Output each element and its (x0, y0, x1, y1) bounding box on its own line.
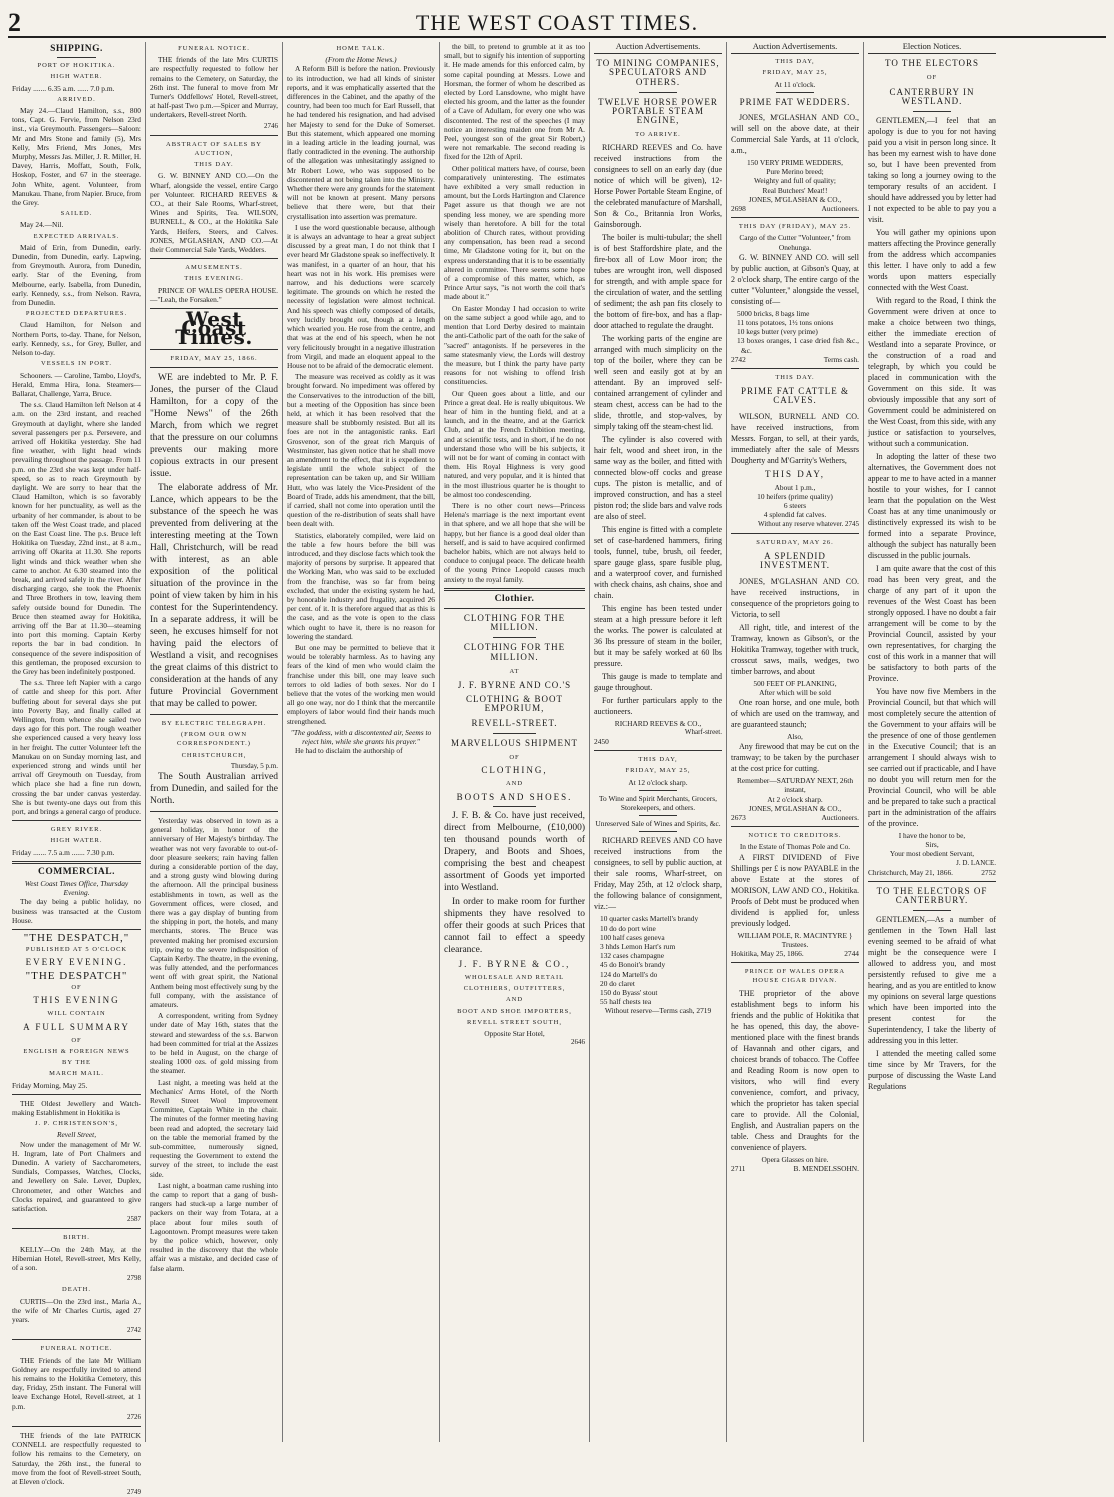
date-line: Friday Morning, May 25. (12, 1080, 88, 1090)
commercial-text: The day being a public holiday, no business was transacted at the Custom House. (12, 897, 141, 925)
funeral-heading: FUNERAL NOTICE. (178, 45, 250, 52)
saturday-date: SATURDAY, MAY 26. (756, 538, 834, 546)
cargo-label: Cargo of the Cutter "Volunteer," from Onehunga. (739, 233, 851, 252)
terms-line (731, 355, 859, 364)
at-label: AT (509, 667, 520, 675)
ad-number: 2450 (594, 737, 609, 747)
remember-label: Remember—SATURDAY NEXT, 26th instant, (736, 776, 854, 795)
every-evening: EVERY EVENING. (25, 957, 128, 968)
tested-text: This engine has been tested under steam at a high pressure before it left the works. The power is calculated at 36 lbs pressure of steam in the boiler, but it may be safely worked at 60 lbs pressure. (594, 603, 722, 668)
ad-number: 2587 (127, 1215, 141, 1224)
telegraph-text: The South Australian arrived from Dunedin, and sailed for the North. (150, 771, 278, 806)
this-day-2: THIS DAY, (764, 468, 825, 479)
particulars-text: For further particulars apply to the auctioneers. (594, 695, 722, 716)
lance-date: Christchurch, May 21, 1866. (868, 867, 953, 877)
importers-label: BOOT AND SHOE IMPORTERS, (457, 1007, 572, 1015)
editorial-title: West Coast Times. (175, 307, 253, 350)
trustees-label: WILLIAM POLE, R. MACINTYRE } Trustees. (737, 930, 853, 949)
grey-high-water: HIGH WATER. (50, 837, 103, 845)
arrived-text: May 24.—Claud Hamilton, s.s., 800 tons, Capt. G. Fervie, from Nelson 23rd inst., via Greymouth. Passengers—Saloon: Mr and Mrs Stone and family (5), Mrs Kelly, Mrs Friend, Mrs Jones, Mrs Murphy, Messrs Jas. Miller, J. R. Miller, H. Davey, Harris, Moffatt, South, Folk, Hoskop, Foster, and 67 in the steerage. John White, agent. Volunteer, from Manukau. Thane, from Napier. Bruce, from the Grey. (12, 106, 141, 208)
terms-text: Without reserve—Terms cash, (604, 1006, 695, 1016)
boiler-text: The boiler is multi-tubular; the shell is of best Staffordshire plate, and the fire-box all of Low Moor iron; the tubes are wrought iron, well disposed for strength, and with ample space for the circulation of water, and the settling of sediment; the ash pan fits closely to the bottom of fire-box, and has a flap-door attached to regulate the draught. (594, 232, 722, 330)
and-label: AND (505, 780, 524, 788)
fitted-text: This engine is fitted with a complete set of case-hardened hammers, firing tools, funnel, tube, brush, oil feeder, spare gauge glass, spare fusible plug, and a waterproof cover, and furnished with check chains, ash chains, shoe and chain. (594, 524, 722, 600)
reeves-text: RICHARD REEVES and Co. have received instructions from the consignees to sell on an early day (due notice of which will be given), 12-Horse Power Portable Steam Engine, of the celebrated manufacture of Marshall, Son & Co., Britannia Iron Works, Gainsborough. (594, 142, 722, 229)
of-label: OF (71, 983, 82, 991)
home-talk-text-4: Statistics, elaborately compiled, were laid on the table a few hours before the bill was introduced, and they disclose facts which took the majority of persons by surprise. It appeared that the Working Man, who was said to be excluded from the franchise, was so far from being excluded, that under the existing system he had, by honorable industry and frugality, acquired 26 per cent. of it. It is therefore argued that as this is the case, and as the vote is open to the class which ought to have it, there is no reason for lowering the standard. (287, 530, 435, 641)
shipping-heading: SHIPPING. (50, 44, 103, 54)
jones-text: JONES, M'GLASHAN AND CO., will sell on the above date, at their Commercial Sale Yards, at 11 o'clock, a.m., (731, 113, 859, 156)
wine-list (594, 914, 722, 1006)
steers-label: 6 steers (783, 501, 807, 511)
canterbury-label: CANTERBURY IN WESTLAND. (889, 86, 975, 106)
calves-label: 4 splendid fat calves. (763, 510, 827, 520)
this-day-friday: THIS DAY (FRIDAY), MAY 25. (738, 223, 852, 231)
birth-text: KELLY—On the 24th May, at the Hibernian Hotel, Revell-street, Mrs Kelly, of a son. (12, 1244, 141, 1272)
weighty-label: Weighty and full of quality; (754, 176, 836, 186)
home-talk-text-6: He had to disclaim the authorship of (295, 746, 403, 756)
this-day: THIS DAY, (638, 756, 678, 764)
death-text: CURTIS—On the 23rd inst., Maria A., the wife of Mr Charles Curtis, aged 27 years. (12, 1296, 141, 1324)
auction-heading: Auction Advertisements. (731, 42, 859, 54)
of-label-2: OF (71, 1036, 82, 1044)
and-label-2: AND (505, 996, 524, 1004)
boots-and-shoes: BOOTS AND SHOES. (456, 791, 573, 802)
letter-text-3: With regard to the Road, I think the Government were driven at once to make a choice between two things, either the immediate erection of Westland into a separate Province, or the construction of a road and telegraph, by which you could be placed in communication with the Government on this side. It was obviously impossible that any sort of Government could be administered on the West Coast, from this side, with any justice or satisfaction to yourselves, without such a communication. (868, 296, 996, 449)
editorial-lead-2: The elaborate address of Mr. Lance, which appears to be the substance of the speech he was prevented from delivering at the interesting meeting at the Town Hall, Christchurch, will be read with interest, as an able exposition of the political situation of the province in the point of view taken by him in his contest for the Superintendency. In a separate address, it will be seen, he excuses himself for not having paid the electors of Westland a visit, and recognises the great claims of this district to consideration at the hands of any future Provincial Government that may be called to power. (150, 482, 278, 709)
cylinder-text: The cylinder is also covered with hair felt, wood and sheet iron, in the same way as the boiler, and fitted with connected blow-off cocks and grease cups. The piston is metallic, and of improved construction, and has a steel piston rod; the slide bars and valve rods are also of steel. (594, 434, 722, 521)
home-talk-text: A Reform Bill is before the nation. Previously to its introduction, we had all kinds of sinister reports, and it was emphatically asserted that the differences in the Cabinet, and the apathy of the country, had been too much for Earl Russell, that he had tendered his resignation, and had advised her Majesty to send for the Duke of Somerset. But this statement, which appeared one morning in a leading article in the leading journal, was flatly contradicted in the evening. The authorship of the allegation was unhesitatingly assigned to Mr Robert Lowe, who was supposed to be discontented at not being taken into the Ministry. Whether there were any grounds for the statement will not be known at present. Many persons believe that there were, but that their crystallisation into assertion was premature. (287, 64, 435, 221)
ad-number: 2744 (844, 948, 859, 958)
home-talk-text-3: The measure was received as coldly as it was brought forward. No impediment was offered by the Conservatives to the introduction of the bill, but a meeting of the Opposition has since been held, at which it has been resolved that the measure shall be stubbornly resisted. But all its foes are not in the antagonistic ranks. Earl Grosvenor, son of the great rich Marquis of Westminster, has given notice that he shall move an amendment to the effect, that it is expedient to legislate until the whole subject of the representation can be taken up, and Sir William Hutt, who was lately the Vice-President of the Board of Trade, adds his amendment, that the bill, if carried, shall not come into operation until the question of the re-distribution of seats shall have been dealt with. (287, 372, 435, 529)
friday-date: FRIDAY, MAY 25, (762, 69, 828, 77)
of-label: OF (509, 754, 520, 762)
terms-line (594, 1006, 722, 1015)
ad-number: 2719 (696, 1006, 712, 1016)
column-6 (726, 42, 863, 1442)
masthead (8, 6, 1106, 38)
ad-number: 2646 (571, 1038, 585, 1047)
home-talk-text-2: I use the word questionable because, although it is always an advantage to hear a great subject discussed by a great man, I do not think that I ever heard Mr Gladstone speak so ineffectively. It was manifest, in a quarter of an hour, that his heart was not in his work. His premises were narrow, and his deductions were scarcely legitimate. The grounds on which he rested the necessity of legislation were almost technical. And his speech was chiefly composed of details, very lucidly brought out, though at a length which wearied you. He rose from the centre, and that was at the end of his speech, when he not very felicitously brought in a negative illustration from Virgil, and made an eloquent appeal to the House not to be afraid of the democratic element. (287, 222, 435, 370)
unreserved-heading: Unreserved Sale of Wines and Spirits, &c. (595, 819, 721, 829)
port-heading: PORT OF HOKITIKA. (37, 62, 116, 70)
of-label: OF (926, 74, 938, 82)
to-arrive: TO ARRIVE. (635, 131, 681, 139)
letter-text-9: I attended the meeting called some time since by Mr Travers, for the purpose of discussing the Waste Land Regulations (868, 1049, 996, 1092)
columns (8, 41, 1106, 1497)
article-text-2: Other political matters have, of course, been comparatively uninteresting. The estimates have exhibited a very small reduction in amount, but the Lords Hartington and Clarence Paget assure us that though we are not spending less money, we are spending more wisely than heretofore. A bill for the total abolition of Church rates, without providing any compensation, has been read a second time, Mr Gladstone voting for it, but on the express understanding that it is to be essentially altered in committee. There seems some hope of a compromise of this matter, which, as Prince Artur says, "is not worth the coil that's made about it." (444, 163, 586, 302)
wine-list-item: 100 half cases geneva (600, 932, 665, 942)
correspondent-label: (FROM OUR OWN CORRESPONDENT.) (177, 731, 251, 748)
cargo-list-item: 5000 bricks, 8 bags lime (737, 308, 810, 318)
editorial-date: FRIDAY, MAY 25, 1866. (170, 354, 258, 362)
grey-river-heading: GREY RIVER. (50, 826, 103, 834)
wine-list-item: 20 do claret (600, 978, 635, 988)
mining-heading: TO MINING COMPANIES, SPECULATORS AND OTHERS. (596, 58, 720, 87)
wine-list-item: 150 do Byass' stout (600, 988, 658, 998)
planking-label: 500 FEET OF PLANKING, (753, 678, 837, 688)
high-water-label: HIGH WATER. (50, 73, 103, 81)
home-talk-heading: HOME TALK. (336, 45, 386, 52)
ad-number: 2745 (845, 519, 859, 528)
death-heading: DEATH. (62, 1286, 91, 1294)
sale-time-2: At 2 o'clock sharp. (767, 794, 823, 804)
this-day: THIS DAY. (775, 374, 815, 382)
funeral-heading: FUNERAL NOTICE. (40, 1345, 113, 1353)
published-label: PUBLISHED AT 5 O'CLOCK (25, 946, 128, 954)
trustees-line (731, 949, 859, 958)
shipping-news-2: The s.s. Three left Napier with a cargo of cattle and sheep for this port. After buffeting about for several days she put into Poverty Bay, and finally called at Wellington, from whence she sailed two days ago for this port. The rough weather she experienced caused a very heavy loss in her freight. The cutter Volunteer left the Manukau on on Sunday morning last, and experienced strong and winds until her arrival off Greymouth on Tuesday, from which place she had a fine run down, crossing the bar under canvas yesterday. She is but twenty-one days out from this port, and brings a general cargo of produce. (12, 678, 141, 817)
sailed-label: SAILED. (60, 210, 93, 218)
body-text-4: Last night, a boatman came rushing into the camp to report that a gang of bush-rangers had stuck-up a large number of packers on their way from Totara, at a place about four miles south of Lagoontown. Prompt measures were taken by the police which, however, only resulted in the discovery that the whole affair was a mistake, and decided case of false alarm. (150, 1180, 278, 1273)
ad-number: 2673 (731, 812, 746, 822)
opera-glasses: Opera Glasses on hire. (761, 1154, 829, 1164)
despatch-heading: "THE DESPATCH," (23, 932, 130, 945)
column-4 (439, 42, 589, 1442)
fat-cattle: PRIME FAT CATTLE & CALVES. (741, 386, 849, 406)
sale-time: At 11 o'clock. (774, 79, 816, 89)
letter-text-5: I am quite aware that the cost of this road has been very great, and the charge of any part of it upon the revenues of the West Coast has been strongly opposed. I have no doubt a fair arrangement will be come to by the Provincial Council, assisted by your own representatives, for charging the cost of this work in a manner that will be satisfactory to both parts of the Province. (868, 564, 996, 684)
column-1 (8, 42, 145, 1497)
wholesale-label: WHOLESALE AND RETAIL (464, 974, 565, 982)
home-talk-text-5: But one may be permitted to believe that it would be tolerably harmless. As to having any fears of the kind of men who would claim the franchise under this bill, one may leave such terrors to old ladies of both sexes. Nor do I believe that the votes of the working men would all go one way, nor do I think that the mercantile employers of labor would find their hands much strengthened. (287, 643, 435, 726)
shipping-news: The s.s. Claud Hamilton left Nelson at 4 a.m. on the 23rd instant, and reached Greymouth at daylight, where she landed several passengers per p.s. Persevere, and arrived off Hokitika yesterday. She had fine weather, with light head winds prevailing throughout the passage. From 11 p.m. on the 23rd she was kept under half-speed, so as to reach Greymouth by daylight. We are sorry to hear that the Claud Hamilton, which is so favorably known for her punctuality, as well as the urbanity of her commander, is about to be taken off the West Coast trade, and placed on the East Coast line. The p.s. Bruce left Hokitika on Tuesday, 22nd inst., at 8 a.m., arriving off Okarita at 11.30. She reports light winds and thick weather when she came to anchor. At 6.30 steamed into the break, and arrived safely in the river. After discharging cargo, she took the Phoenix and Three Brothers in tow, leaving them safely outside bound for Dunedin. The Bruce then steamed away for Hokitika, arriving off the Bar at 11.30—steaming into port this morning. Captain Kerby reports the bar in bad condition. In consequence of the severe indisposition of this gentleman, the proposed excursion to the Grey has been indefinitely postponed. (12, 400, 141, 676)
clothing-word: CLOTHING, (481, 765, 548, 776)
working-text: The working parts of the engine are arranged with much simplicity on the top of the boiler, where they can be well seen and easily got at by an attendant. By an improved self-contained arrangement of cylinder and steam chest, access can be had to the slide, throttle, and stop-valves, by simply taking off the steam-chest lid. (594, 333, 722, 431)
jones-signature-2: JONES, M'GLASHAN & CO., (748, 803, 842, 813)
cargo-list-item: 10 kegs butter (very prime) (737, 327, 818, 337)
wine-list-item: 10 do do port wine (600, 923, 656, 933)
reeves-text-2: RICHARD REEVES AND CO have received instructions from the consignees, to sell by public auction, at their sale rooms, Wharf-street, on Friday, May 25th, at 12 o'clock sharp, the following balance of consignment, viz.:— (594, 836, 722, 912)
newspaper-title: THE WEST COAST TIMES. (415, 10, 699, 35)
this-evening: THIS EVENING (33, 995, 120, 1006)
servant-line: Your most obedient Servant, (889, 849, 975, 859)
ad-number: 2749 (127, 1488, 141, 1497)
friday-date: FRIDAY, MAY 25, (625, 767, 691, 775)
body-text-2: A correspondent, writing from Sydney under date of May 16th, states that the steward and stewardess of the s.s. Barwon had been committed for trial at the Assizes to be held in August, on the charge of stealing 1000 ozs. of gold missing from the steamer. (150, 1011, 278, 1076)
butchers-label: Real Butchers' Meat!! (762, 185, 828, 195)
opera-heading: PRINCE OF WALES OPERA HOUSE CIGAR DIVAN. (744, 968, 846, 985)
lance-signature: J. D. LANCE. (956, 858, 996, 867)
auctioneers-label: Auctioneers. (821, 204, 859, 214)
reserve-line (731, 520, 859, 529)
vessels-label: VESSELS IN PORT. (41, 360, 112, 368)
wine-list-item: 3 hhds Lemon Hart's rum (600, 942, 676, 952)
wine-list-item: 55 half chests tea (600, 997, 652, 1007)
english-news: ENGLISH & FOREIGN NEWS (23, 1047, 130, 1055)
byrne-text-2: In order to make room for further shipments they have resolved to offer their goods at such Prices that cannot fail to effect a speedy clearance. (444, 896, 585, 955)
lance-date-line (868, 868, 996, 877)
opera-signature: B. MENDELSSOHN. (793, 1163, 859, 1173)
estate-label: In the Estate of Thomas Pole and Co. (739, 842, 851, 852)
amusements-text: PRINCE OF WALES OPERA HOUSE.—"Leah, the Forsaken." (150, 285, 278, 304)
clothing-headline-2: CLOTHING FOR THE MILLION. (463, 642, 566, 662)
merino-label: Pure Merino breed; (766, 167, 824, 177)
projected-text: Claud Hamilton, for Nelson and Northern Ports, to-day. Thane, for Nelson, early. Kennedy, s.s., for Grey, Buller, and Nelson to-day. (12, 320, 141, 358)
funeral-text-2: THE friends of the late PATRICK CONNELL are respectfully requested to follow his remains to the Cemetery, on Saturday, the 26th inst., the funeral to move from the foot of Revell-street South, at Eleven o'clock. (12, 1431, 141, 1487)
birth-heading: BIRTH. (63, 1234, 90, 1242)
terms-text: Terms cash. (823, 354, 859, 364)
marvellous-shipment: MARVELLOUS SHIPMENT (450, 737, 579, 748)
letter-text-8: GENTLEMEN,—As a number of gentlemen in the Town Hall last evening seemed to be afraid of what might be the consequence were I allowed to address you, and most persistently refused to give me a hearing, and as you are entitled to know my opinions on several large questions which have been imported into the present contest for the Superintendency, I take the liberty of addressing you in this letter. (868, 915, 996, 1046)
wilson-text: WILSON, BURNELL AND CO. have received instructions, from Messrs. Forgan, to sell, at their yards, immediately after the sale of Messrs Dougherty and M'Garrity's Wethers, (731, 411, 859, 465)
despatch-heading-2: "THE DESPATCH" (25, 969, 128, 982)
ad-number: 2742 (127, 1326, 141, 1335)
clothing-headline: CLOTHING FOR THE MILLION. (463, 612, 566, 633)
telegraph-heading: BY ELECTRIC TELEGRAPH. (161, 719, 267, 727)
letter-text-4: In adopting the latter of these two alternatives, the Government does not appear to me to have acted in a manner hostile to your wishes, for I cannot learn that the population on the West Coast has at any time unanimously or distinctively expressed its wish to be formed into a separate Province, although the subject has naturally been discussed in the public journals. (868, 452, 996, 561)
street-name: REVELL-STREET. (471, 717, 558, 728)
telegraph-place: CHRISTCHURCH, (181, 751, 247, 759)
funeral-text: THE friends of the late Mrs CURTIS are respectfully requested to follow her remains to the Cemetery, on Saturday, the 26th inst. The funeral to move from Mr Turner's Oddfellows' Hotel, Revell-street, at half-past Two p.m.—Spicer and Murray, undertakers, Revell-street North. (150, 55, 278, 120)
election-heading: Election Notices. (868, 42, 996, 54)
opposite-label: Opposite Star Hotel, (484, 1029, 545, 1039)
article-text: the bill, to pretend to grumble at it as too small, but to signify his intention of supporting it. He made amends for this enforced calm, by some capital pounding at Messrs. Lowe and Horsman, the former of whom he described as elected by Lord Lansdowne, who might have elected his groom, and the latter as the founder of a Cave of Adullam, for every one who was discontented. The rest of the speeches (I may notice an interesting maiden one from Mr A. Peel, youngest son of the great Sir Robert,) were not remarkable. The second reading is fixed for the 12th of April. (444, 42, 585, 162)
firewood-text: Any firewood that may be cut on the tramway; to be taken by the purchaser at the cost price for cutting. (731, 742, 859, 774)
expected-text: Maid of Erin, from Dunedin, early. Dunedin, from Dunedin, early. Lapwing, from Greymouth. Aurora, from Dunedin, early. Star of the Evening, from Melbourne, early. Isabella, from Dunedin, early. Kennedy, s.s., from Nelson. Ravra, from Dunedin. (12, 242, 141, 308)
home-talk-source: (From the Home News.) (325, 55, 397, 65)
article-text-5: There is no other court news—Princess Helena's marriage is the next important event in that sphere, and we all hope that she will be happy, but her fiance is a good deal older than herself, and is said to have acquired confirmed bachelor habits, which are not always held to conduce to conjugal peace. The delicate health of the young Prince Leopold causes much anxiety to the royal family. (444, 500, 585, 584)
column-2 (145, 42, 282, 1442)
letter-text-6: You have now five Members in the Provincial Council, but that which will most completely secure the attention of the Government to your affairs will be the presence of one of those gentlemen in the Executive Council; that is an arrangement I should always wish to see carried out if practicable, and I have no doubt you will return men for the Provincial Council, who will be able and be prepared to take such a practical part in the administration of the affairs of the province. (868, 687, 996, 829)
byrne-name-2: J. F. BYRNE & CO., (458, 958, 571, 969)
jones-text-2: JONES, M'GLASHAN AND CO. have received instructions, in consequence of the proprietors going to Victoria, to sell (731, 576, 859, 619)
by-the: BY THE (62, 1059, 91, 1067)
amusements-heading: AMUSEMENTS. (185, 264, 243, 272)
gauge-text: This gauge is made to template and gauge throughout. (594, 671, 722, 692)
reserve-text: Without any reserve whatever. (758, 519, 844, 528)
wine-heading: To Wine and Spirit Merchants, Grocers, Storekeepers, and others. (599, 793, 717, 813)
commercial-heading: COMMERCIAL. (37, 866, 115, 877)
emporium-name: CLOTHING & BOOT EMPORIUM, (466, 694, 563, 714)
auctioneers-label-2: Auctioneers. (821, 812, 859, 822)
wine-list-item: 132 cases champagne (600, 951, 665, 961)
article-text-4: Our Queen goes about a little, and our Prince a great deal. He is really ubiquitous. We hear of him in the hunting field, and at a launch, and in the theatre, and at the Garrick Club, and at the French Exhibition meeting, and at scientific tests, and in short, if he do not understand those who will be his subjects, it will not be for want of coming in contact with them. His Royal Highness is very good natured, and very popular, and it is hinted that in the most illustrious quarter he is thought to be almost too condescending. (444, 388, 585, 499)
wedders-count: 150 VERY PRIME WEDDERS, (747, 158, 843, 168)
sirs-line: Sirs, (925, 840, 939, 850)
this-day: THIS DAY. (194, 161, 234, 169)
heifers-label: 10 heifers (prime quality) (757, 492, 833, 502)
cargo-list (731, 309, 859, 355)
wine-list-item: 124 do Martell's do (600, 969, 658, 979)
wine-list-item: 45 do Bonoit's brandy (600, 960, 666, 970)
grey-tide-times: Friday ....... 7.5 a.m ....... 7.30 p.m. (12, 847, 115, 857)
reeves-signature: RICHARD REEVES & CO., (614, 718, 702, 728)
full-summary: A FULL SUMMARY (23, 1021, 130, 1032)
outfitters-label: CLOTHIERS, OUTFITTERS, (463, 985, 566, 993)
ad-number: 2711 (731, 1163, 746, 1173)
ad-number: 2698 (731, 204, 746, 214)
creditors-heading: NOTICE TO CREDITORS. (748, 832, 842, 840)
abstract-heading: ABSTRACT OF SALES BY AUCTION, (166, 140, 262, 158)
after-label: After which will be sold (759, 687, 831, 697)
letter-text: GENTLEMEN,—I feel that an apology is due to you for not having paid you a visit in person long since. It has been my earnest wish to have done so, but I have been prevented from taking so long a journey owing to the temporary results of an accident. I should have addressed you by letter had I not expected to be able to pay you a visit. (868, 116, 996, 225)
abstract-text: G. W. BINNEY AND CO.—On the Wharf, alongside the vessel, entire Cargo per Volunteer. RICHARD REEVES & CO., at their Sale Rooms, Wharf-street, Wines and Spirits, Tea. WILSON, BURNELL, & CO., at the Hokitika Sale Yards, Heifers, Steers, and Calves. JONES, M'GLASHAN, AND CO.—At their Commercial Sale Yards, Wedders. (150, 171, 278, 255)
auction-heading: Auction Advertisements. (594, 42, 722, 54)
christensen-name: J. P. CHRISTENSON'S, (34, 1120, 119, 1128)
this-evening: THIS EVENING. (184, 275, 244, 283)
about-time: About 1 p.m., (774, 482, 816, 492)
binney-text: G. W. BINNEY AND CO. will sell by public auction, at Gibson's Quay, at 2 o'clock sharp, The entire cargo of the cutter "Volunteer," alongside the vessel, consisting of— (731, 252, 859, 306)
commercial-office: West Coast Times Office, Thursday Evening. (24, 879, 129, 898)
cargo-list-item: 13 boxes oranges, 1 case dried fish &c., &c. (737, 336, 859, 355)
march-mail: MARCH MAIL. (49, 1070, 104, 1078)
byrne-text: J. F. B. & Co. have just received, direct from Melbourne, (£10,000) ten thousand pounds worth of Drapery, and Boots and Shoes, comprising the best and cheapest assortment of Goods yet imported into Westland. (444, 810, 585, 893)
body-text-3: Last night, a meeting was held at the Mechanics' Arms Hotel, of the North Revell Street Wool Improvement Committee, Captain White in the chair. The minutes of the former meeting having been read and adopted, the secretary laid on the table the memorial framed by the sub-committee, numerously signed, requesting the Government to extend the survey of the street, to include the east side. (150, 1077, 278, 1179)
horse-text: One roan horse, and one mule, both of which are used on the tramway, and are guaranteed staunch; (731, 697, 859, 729)
ad-number: 2752 (981, 867, 996, 877)
page-number: 2 (8, 8, 21, 37)
ad-number: 2798 (127, 1274, 141, 1283)
ad-number: 2746 (264, 121, 278, 130)
editorial-lead: WE are indebted to Mr. P. F. Jones, the purser of the Claud Hamilton, for a copy of the "Home News" of the 26th March, from which we regret that the pressure on our columns prevents our making more copious extracts in our present issue. (150, 372, 278, 479)
signature-line (731, 204, 859, 213)
jewellery-text: THE Oldest Jewellery and Watch-making Establishment in Hokitika is (12, 1098, 141, 1117)
sailed-text: May 24.—Nil. (20, 220, 64, 230)
body-text: Yesterday was observed in town as a general holiday, in honor of the anniversary of Her Majesty's birthday. The weather was not very favorable to out-of-door pleasure seekers; rain having fallen during a considerable portion of the day, and a strong gusty wind blowing during the afternoon. All the principal business establishments in town, as well as the Government offices, were closed, and there was a gay display of bunting from the shipping in port, the hotels, and many merchants, stores. The Bruce was prevented making her promised excursion trip, owing to the severe indisposition of Captain Kerby. The theatre, in the evening, was fully attended, and the performances went off with great spirit, the National Anthem being most effectively sung by the full company, with the assistance of amateurs. (150, 815, 278, 1009)
dividend-text: A FIRST DIVIDEND of Five Shillings per £ is now PAYABLE in the above Estate at the stores of MORISON, LAW AND CO., Hokitika. Proofs of Debt must be produced when dividend is applied for, unless previously lodged. (731, 852, 859, 928)
honor-line: I have the honor to be, (898, 831, 966, 841)
christensen-text: Now under the management of Mr W. H. Ingram, late of Port Chalmers and Dunedin. A variety of Saccharometers, Sundials, Compasses, Watches, Clocks, and Jewellery on Sale. Lever, Duplex, Chronometer, and other Watches and Clocks repaired, and guaranteed to give satisfaction. (12, 1139, 141, 1213)
this-day: THIS DAY, (775, 58, 815, 66)
tramway-text: All right, title, and interest of the Tramway, known as Gibson's, or the Hokitika Tramway, together with truck, crosscut saws, mails, wedges, two timber barrows, and about (731, 622, 859, 676)
to-electors: TO THE ELECTORS (884, 58, 979, 69)
signature-line-2 (731, 813, 859, 822)
engine-heading: TWELVE HORSE POWER PORTABLE STEAM ENGINE, (598, 96, 718, 126)
opera-signature-line (731, 1164, 859, 1173)
christensen-street: Revell Street, (56, 1130, 97, 1140)
also-label: Also, (787, 731, 803, 741)
telegraph-time: Thursday, 5 p.m. (230, 761, 278, 770)
jones-signature: JONES, M'GLASHAN & CO., (748, 194, 842, 204)
ad-number: 2726 (127, 1412, 141, 1421)
verse-quote: "The goddess, with a discontented air, Seems to reject him, while she grants his prayer." (290, 727, 432, 747)
trustees-date: Hokitika, May 25, 1866. (731, 948, 804, 958)
revell-south: REVELL STREET SOUTH, (467, 1018, 562, 1026)
letter-text-2: You will gather my opinions upon matters affecting the Province generally from the address which accompanies this letter. I have only to add a few words upon matters especially connected with the West Coast. (868, 228, 996, 293)
to-electors-2: TO THE ELECTORS OF CANTERBURY. (876, 886, 988, 906)
funeral-text: THE Friends of the late Mr William Goldney are respectfully invited to attend his remains to the Hokitika Cemetery, this day, Friday, 25th instant. The Funeral will leave Exchange Hotel, Revell-street, at 1 p.m. (12, 1355, 141, 1411)
column-3 (282, 42, 439, 1442)
arrived-label: ARRIVED. (57, 95, 96, 103)
column-5 (589, 42, 726, 1442)
opera-text: THE proprietor of the above establishment begs to inform his friends and the public of Hokitika that he has opened, this day, the above-mentioned place with the finest brands of Havannah and other cigars, and choicest brands of tobacco. The Coffee and Reading Room is now open to visitors, who will find every convenience, comfort, and privacy, which the proprietor has taken special care to provide. All the Colonial, English, and Australian papers on the table. Chess and Draughts for the convenience of players. (731, 988, 859, 1152)
vessels-text: Schooners. — Caroline, Tambo, Lloyd's, Herald, Emma Hira, Iona. Steamers—Ballarat, Challenge, Yarra, Bruce. (12, 370, 141, 398)
tide-times: Friday ....... 6.35 a.m. ...... 7.0 p.m. (12, 83, 115, 93)
will-contain: WILL CONTAIN (47, 1010, 106, 1018)
prime-wedders: PRIME FAT WEDDERS. (739, 96, 851, 107)
expected-label: EXPECTED ARRIVALS. (33, 232, 120, 240)
sale-time: At 12 o'clock sharp. (628, 777, 688, 787)
cargo-list-item: 11 tons potatoes, 1½ tons onions (737, 318, 834, 328)
projected-label: PROJECTED DEPARTURES. (25, 310, 128, 318)
article-text-3: On Easter Monday I had occasion to write on the same subject a good while ago, and to mention that Lord Derby desired to maintain the anti-Catholic part of the oath for the sake of "sacred" antagonists. If he perseveres in the same statesmanly view, the Lords will destroy the measure, but I think the party have party reasons for not wishing to offend Irish constituencies. (444, 303, 585, 387)
clothier-heading: Clothier. (494, 593, 535, 604)
byrne-name: J. F. BYRNE AND CO.'S (457, 680, 572, 690)
wine-list-item: 10 quarter casks Martell's brandy (600, 914, 699, 924)
column-7 (863, 42, 1000, 1442)
investment-heading: A SPLENDID INVESTMENT. (759, 551, 831, 571)
ad-number: 2742 (731, 354, 746, 364)
wharf-street: Wharf-street. (684, 727, 722, 736)
